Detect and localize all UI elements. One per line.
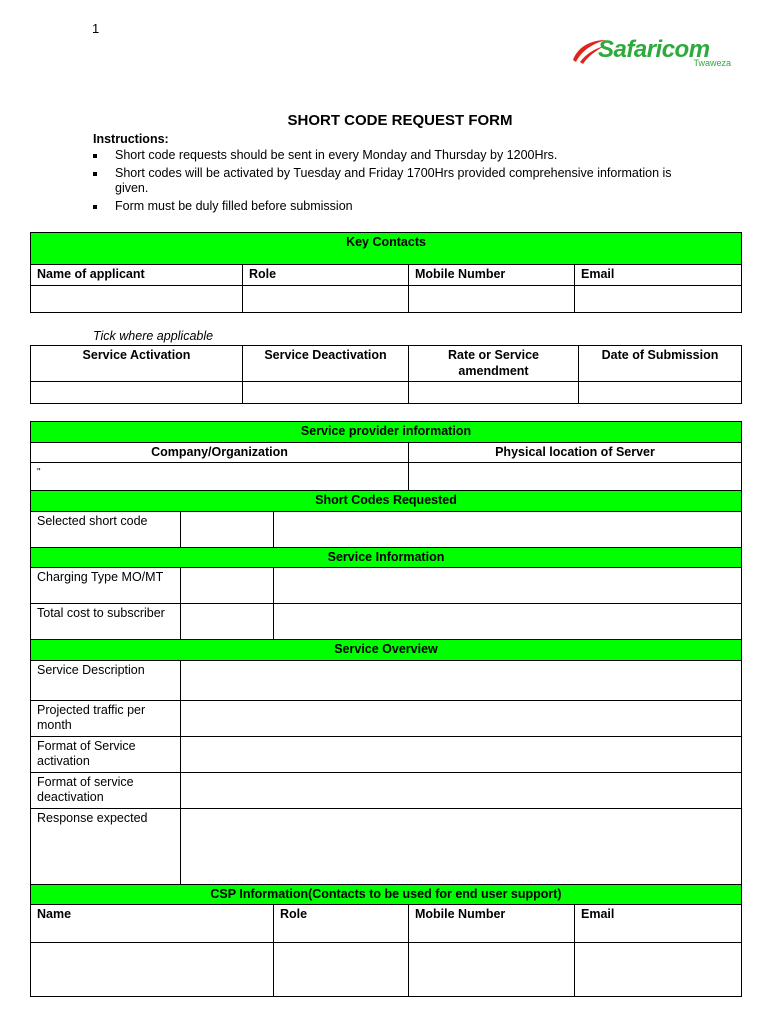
response-expected-label: Response expected: [31, 808, 181, 884]
response-expected-field[interactable]: [181, 808, 742, 884]
charging-type-extra[interactable]: [274, 568, 742, 604]
safaricom-logo: [570, 34, 735, 74]
deactivation-format-label: Format of service deactivation: [31, 772, 181, 808]
short-codes-heading: Short Codes Requested: [31, 491, 742, 512]
activation-format-label: Format of Service activation: [31, 736, 181, 772]
col-csp-mobile: Mobile Number: [409, 905, 575, 943]
instruction-item: Form must be duly filled before submission: [93, 199, 673, 215]
applicant-name-field[interactable]: [31, 285, 243, 312]
projected-traffic-label: Projected traffic per month: [31, 700, 181, 736]
service-deactivation-tick[interactable]: [243, 382, 409, 404]
key-contacts-heading: Key Contacts: [31, 233, 742, 265]
service-options-table: [30, 345, 742, 404]
service-description-field[interactable]: [181, 660, 742, 700]
tick-note: Tick where applicable: [93, 329, 214, 343]
col-role: Role: [243, 265, 409, 286]
service-info-heading: Service Information: [31, 547, 742, 568]
col-name-of-applicant: Name of applicant: [31, 265, 243, 286]
company-field[interactable]: ": [31, 463, 409, 491]
service-activation-tick[interactable]: [31, 382, 243, 404]
csp-mobile-field[interactable]: [409, 943, 575, 997]
server-location-field[interactable]: [409, 463, 742, 491]
csp-name-field[interactable]: [31, 943, 274, 997]
col-email: Email: [575, 265, 742, 286]
total-cost-label: Total cost to subscriber: [31, 604, 181, 640]
service-details-table: [30, 421, 742, 997]
charging-type-label: Charging Type MO/MT: [31, 568, 181, 604]
rate-amendment-tick[interactable]: [409, 382, 579, 404]
deactivation-format-field[interactable]: [181, 772, 742, 808]
instructions-heading: Instructions:: [93, 132, 169, 146]
total-cost-field[interactable]: [181, 604, 274, 640]
instruction-item: Short code requests should be sent in every Monday and Thursday by 1200Hrs.: [93, 148, 673, 164]
instructions-list: [93, 148, 673, 216]
total-cost-extra[interactable]: [274, 604, 742, 640]
col-csp-name: Name: [31, 905, 274, 943]
key-contacts-table: [30, 232, 742, 313]
selected-short-code-field[interactable]: [181, 511, 274, 547]
server-location-label: Physical location of Server: [409, 442, 742, 463]
overview-heading: Service Overview: [31, 640, 742, 661]
col-csp-role: Role: [274, 905, 409, 943]
company-label: Company/Organization: [31, 442, 409, 463]
csp-heading: CSP Information(Contacts to be used for end user support): [31, 884, 742, 905]
col-csp-email: Email: [575, 905, 742, 943]
projected-traffic-field[interactable]: [181, 700, 742, 736]
col-date-of-submission: Date of Submission: [579, 346, 742, 382]
col-rate-amendment: Rate or Service amendment: [409, 346, 579, 382]
col-mobile-number: Mobile Number: [409, 265, 575, 286]
col-service-activation: Service Activation: [31, 346, 243, 382]
selected-short-code-label: Selected short code: [31, 511, 181, 547]
csp-role-field[interactable]: [274, 943, 409, 997]
selected-short-code-extra[interactable]: [274, 511, 742, 547]
page-number: 1: [92, 21, 100, 36]
provider-heading: Service provider information: [31, 422, 742, 443]
brand-tagline: Twaweza: [693, 58, 731, 68]
form-title: SHORT CODE REQUEST FORM: [287, 112, 513, 129]
applicant-mobile-field[interactable]: [409, 285, 575, 312]
col-service-deactivation: Service Deactivation: [243, 346, 409, 382]
brand-name: Safaricom: [598, 36, 710, 63]
instruction-item: Short codes will be activated by Tuesday and Friday 1700Hrs provided comprehensive information is given.: [93, 166, 673, 197]
activation-format-field[interactable]: [181, 736, 742, 772]
applicant-email-field[interactable]: [575, 285, 742, 312]
applicant-role-field[interactable]: [243, 285, 409, 312]
service-description-label: Service Description: [31, 660, 181, 700]
charging-type-field[interactable]: [181, 568, 274, 604]
date-of-submission-field[interactable]: [579, 382, 742, 404]
csp-email-field[interactable]: [575, 943, 742, 997]
